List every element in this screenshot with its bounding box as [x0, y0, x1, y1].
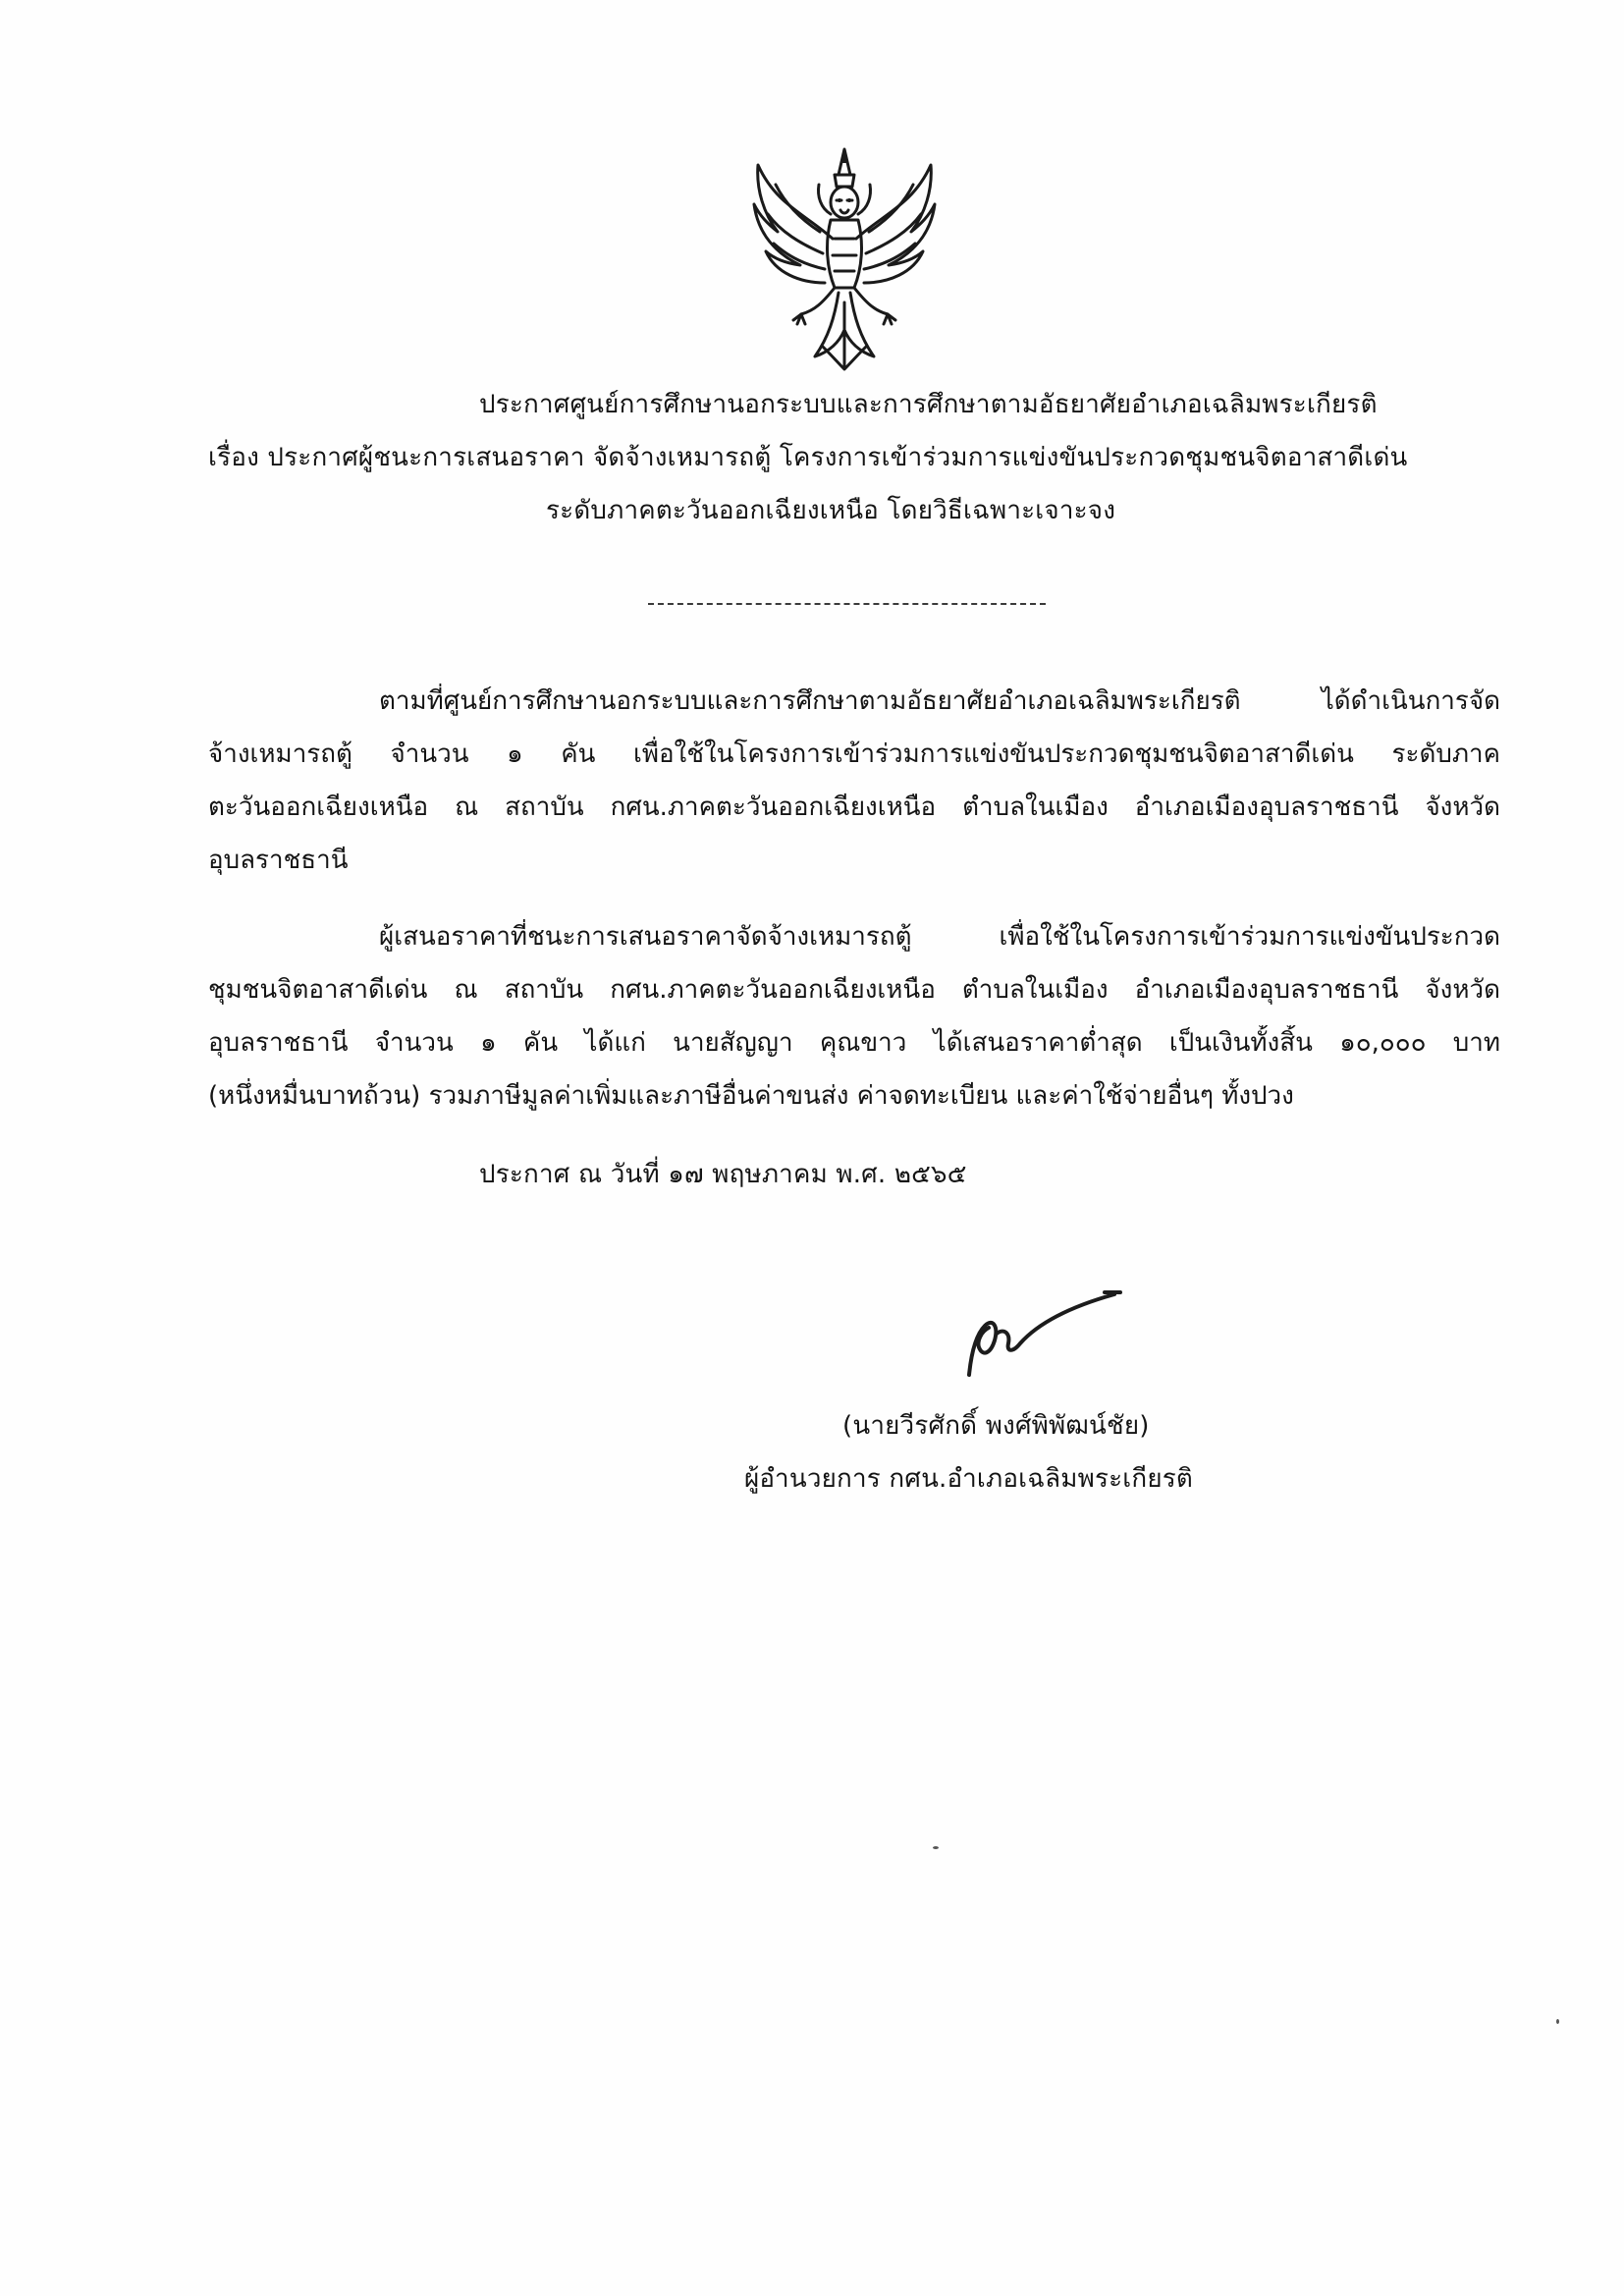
paragraph-2-line-3: อุบลราชธานี จำนวน ๑ คัน ได้แก่ นายสัญญา คุณขาว ได้เสนอราคาต่ำสุด เป็นเงินทั้งสิ้น ๑๐,๐๐๐ บาท [208, 1028, 1500, 1058]
signer-position: ผู้อำนวยการ กศน.อำเภอเฉลิมพระเกียรติ [744, 1464, 1194, 1494]
announcement-date: ประกาศ ณ วันที่ ๑๗ พฤษภาคม พ.ศ. ๒๕๖๕ [479, 1160, 967, 1189]
paragraph-1-line-3: ตะวันออกเฉียงเหนือ ณ สถาบัน กศน.ภาคตะวันออกเฉียงเหนือ ตำบลในเมือง อำเภอเมืองอุบลราชธานี จังหวัด [208, 793, 1500, 822]
announcement-title: ประกาศศูนย์การศึกษานอกระบบและการศึกษาตามอัธยาศัยอำเภอเฉลิมพระเกียรติ [479, 390, 1378, 419]
title-divider [648, 603, 1046, 605]
paragraph-1-line-1: ตามที่ศูนย์การศึกษานอกระบบและการศึกษาตามอัธยาศัยอำเภอเฉลิมพระเกียรติ ได้ดำเนินการจัด [379, 686, 1500, 716]
paragraph-2-line-2: ชุมชนจิตอาสาดีเด่น ณ สถาบัน กศน.ภาคตะวันออกเฉียงเหนือ ตำบลในเมือง อำเภอเมืองอุบลราชธานี จังหวัด [208, 975, 1500, 1005]
signer-name: (นายวีรศักดิ์ พงศ์พิพัฒน์ชัย) [842, 1411, 1150, 1441]
subject-line-2: ระดับภาคตะวันออกเฉียงเหนือ โดยวิธีเฉพาะเจาะจง [546, 496, 1116, 525]
paragraph-1-line-2: จ้างเหมารถตู้ จำนวน ๑ คัน เพื่อใช้ในโครงการเข้าร่วมการแข่งขันประกวดชุมชนจิตอาสาดีเด่น ระดับภาค [208, 739, 1500, 769]
subject-line-1: เรื่อง ประกาศผู้ชนะการเสนอราคา จัดจ้างเหมารถตู้ โครงการเข้าร่วมการแข่งขันประกวดชุมชนจิตอาสาดีเด่น [208, 443, 1408, 472]
paragraph-2-line-1: ผู้เสนอราคาที่ชนะการเสนอราคาจัดจ้างเหมารถตู้ เพื่อใช้ในโครงการเข้าร่วมการแข่งขันประกวด [379, 922, 1500, 952]
scan-speck [1556, 2019, 1559, 2024]
garuda-emblem [746, 145, 943, 373]
paragraph-2-line-4: (หนึ่งหมื่นบาทถ้วน) รวมภาษีมูลค่าเพิ่มและภาษีอื่นค่าขนส่ง ค่าจดทะเบียน และค่าใช้จ่ายอื่นๆ ทั้งปวง [208, 1081, 1294, 1111]
handwritten-signature [957, 1286, 1134, 1390]
scan-speck [933, 1846, 939, 1849]
paragraph-1-line-4: อุบลราชธานี [208, 846, 349, 875]
